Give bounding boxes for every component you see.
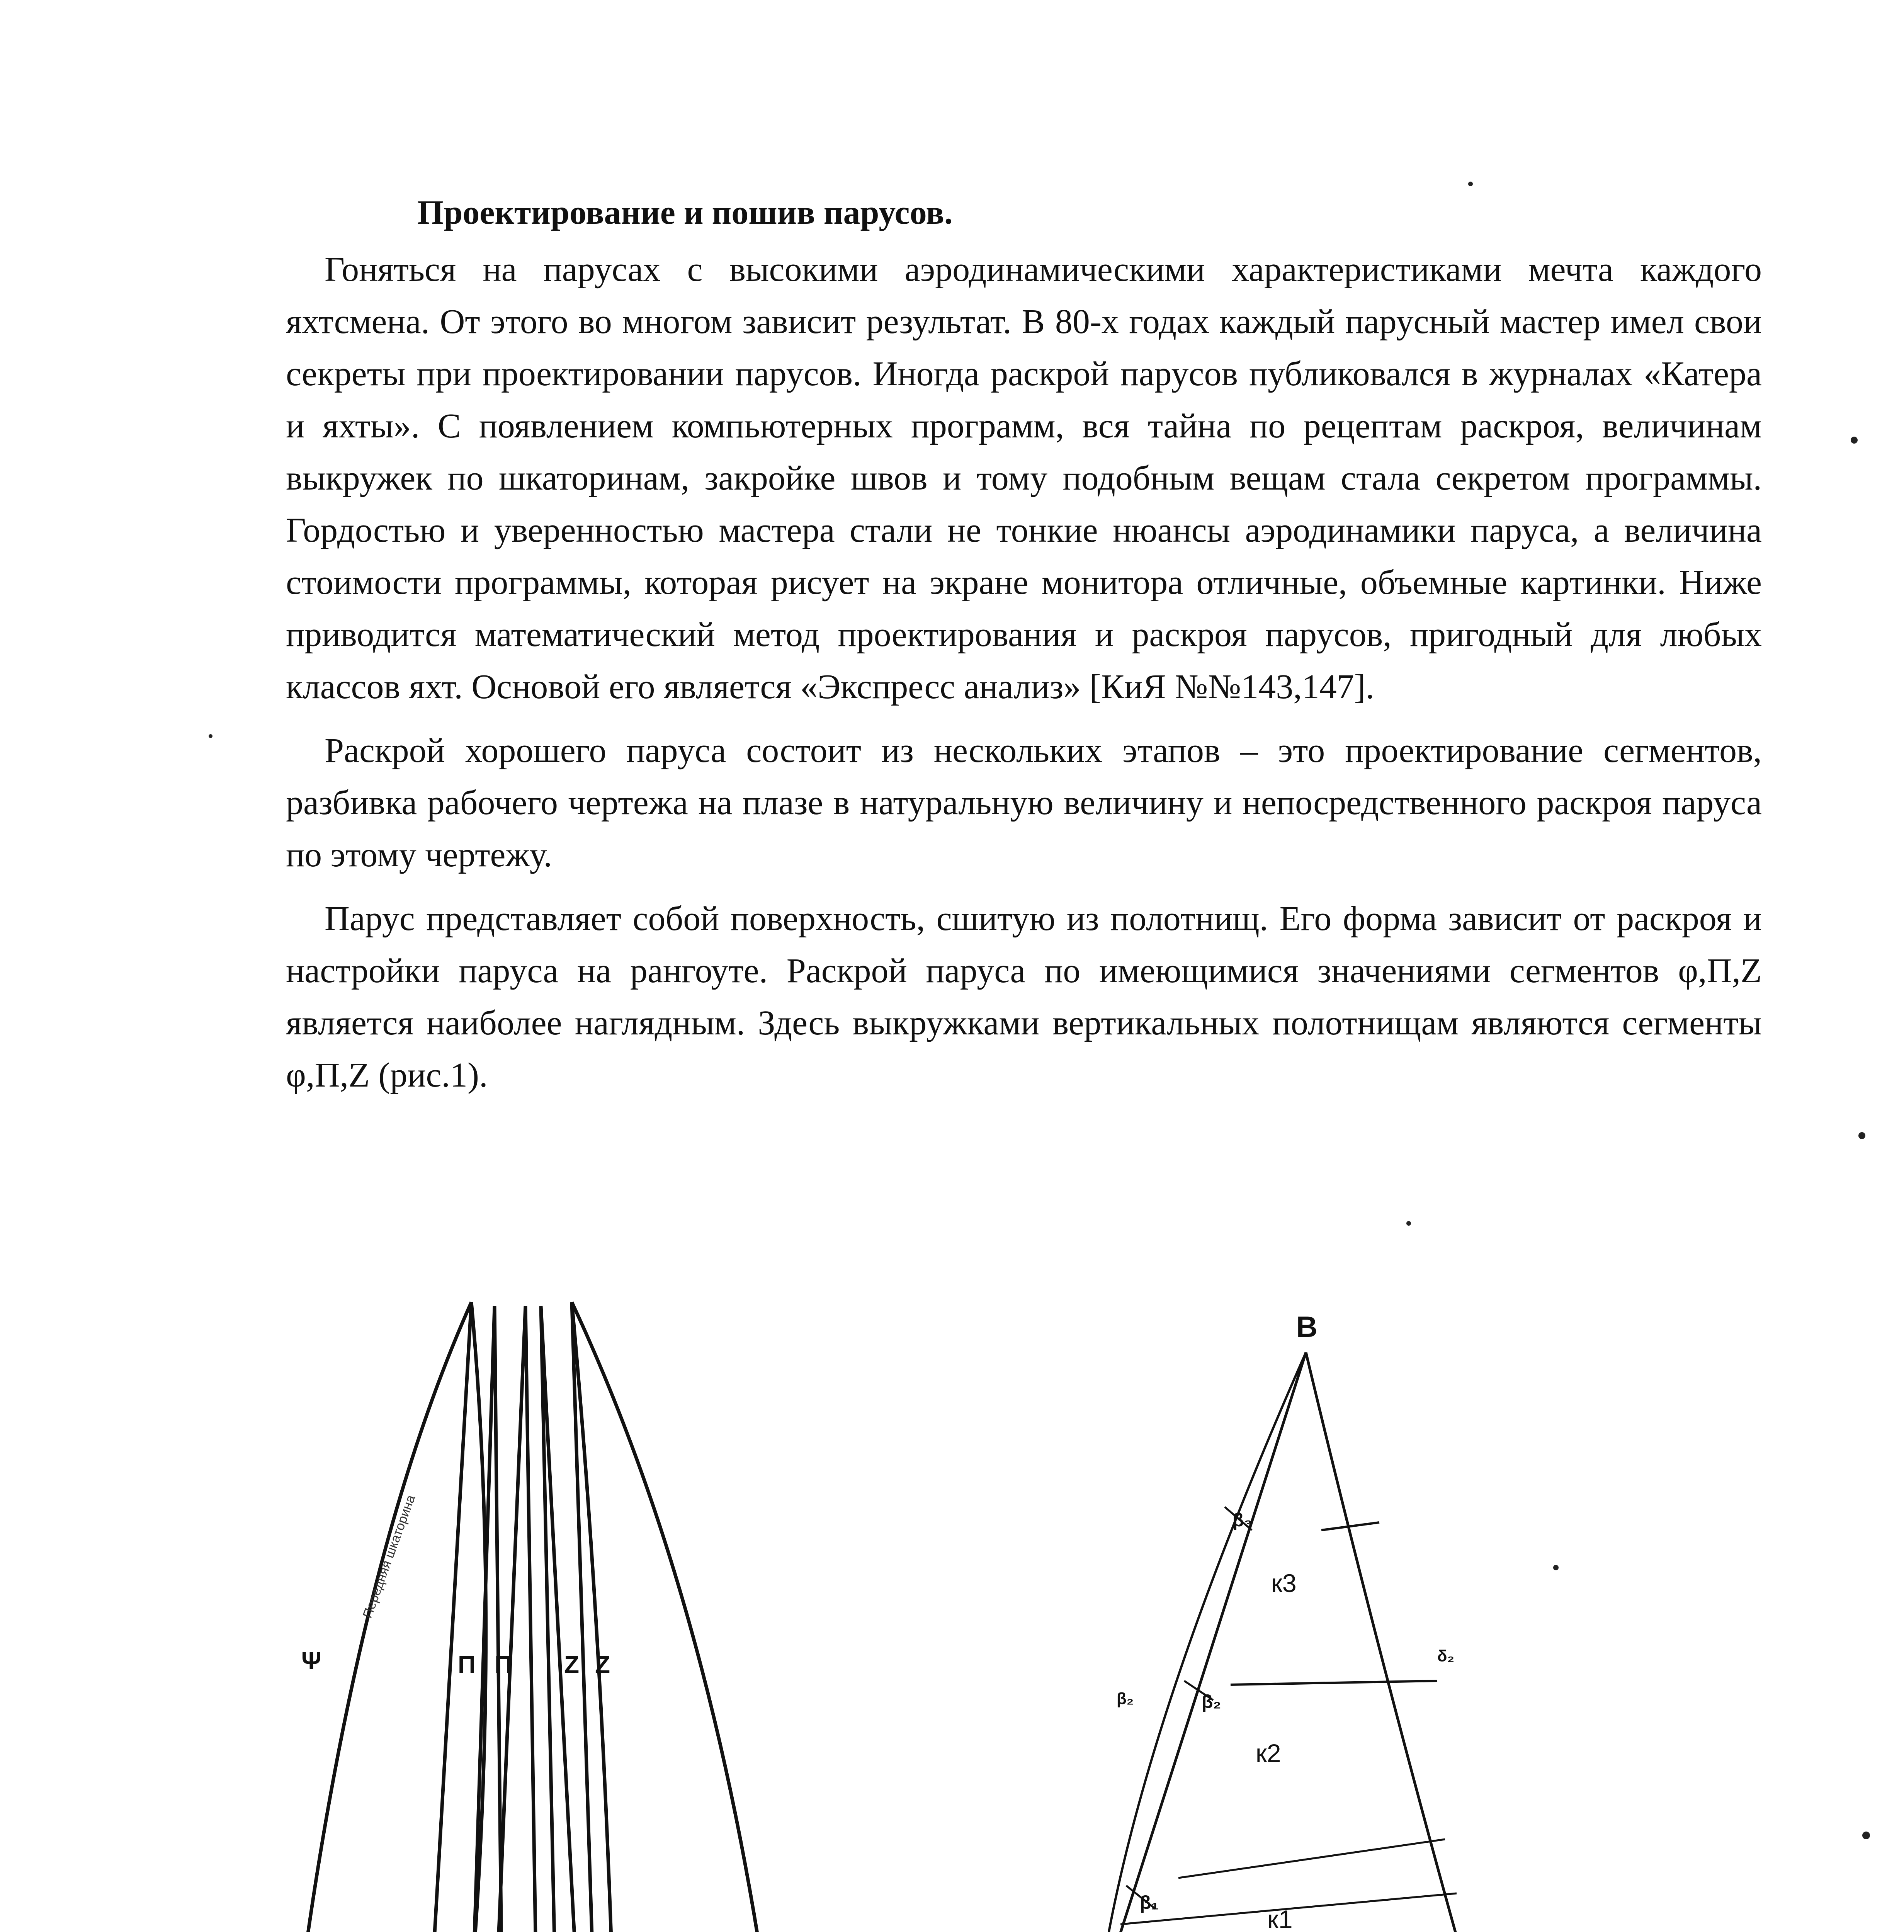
fig2-beta-2: β₂: [1202, 1692, 1221, 1712]
fig2-luff-curve: [1097, 1352, 1306, 1932]
fig1-label-psi: Ψ: [301, 1647, 321, 1675]
scan-speck: [1468, 182, 1473, 186]
fig1-label-p1: П: [458, 1651, 476, 1679]
page-title: Проектирование и пошив парусов.: [417, 194, 953, 231]
fig2-seam-3: [1231, 1681, 1437, 1685]
scan-speck: [1862, 1832, 1870, 1839]
fig2-beta-1: β₁: [1140, 1893, 1159, 1913]
fig1-left-edge: [298, 1302, 471, 1932]
fig1-right-edge: [572, 1302, 769, 1932]
fig2-beta-3: β₃: [1232, 1510, 1253, 1531]
fig1-label-z2: Z: [595, 1651, 610, 1679]
figure-2-drawing: [1051, 1291, 1515, 1932]
fig2-point-beta2: β₂: [1117, 1689, 1134, 1708]
fig1-panel-z2: [572, 1302, 614, 1932]
scan-speck: [1851, 437, 1858, 444]
paragraph-3: Парус представляет собой поверхность, сшитую из полотнищ. Его форма зависит от раскроя и настройки паруса на рангоуте. Раскрой паруса по имеющимися значениями сегментов φ,П,Z является наиболее наглядным. Здесь выкружками вертикальных полотнищам являются сегменты φ,П,Z (рис.1).: [286, 900, 1762, 1094]
fig2-point-delta2: δ₂: [1437, 1647, 1455, 1665]
body-text-top: [286, 243, 1762, 1113]
figure-2: [1051, 1291, 1515, 1932]
fig1-side-text: Передняя шкаторина: [360, 1493, 418, 1620]
fig2-vertex-b: В: [1296, 1311, 1318, 1344]
fig2-seam-2: [1178, 1839, 1445, 1878]
scan-speck: [209, 734, 212, 738]
fig1-label-z1: Z: [564, 1651, 580, 1679]
fig1-label-p2: П: [495, 1651, 512, 1679]
fig2-panel-k2: к2: [1256, 1739, 1281, 1767]
paragraph-1: Гоняться на парусах с высокими аэродинамическими характеристиками мечта каждого яхтсмена. От этого во многом зависит результат. В 80-х годах каждый парусный мастер имел свои секреты при проектировании парусов. Иногда раскрой парусов публиковался в журналах «Катера и яхты». С появлением компьютерных программ, вся тайна по рецептам раскроя, величинам выкружек по шкаторинам, закройке швов и тому подобным вещам стала секретом программы. Гордостью и уверенностью мастера стали не тонкие нюансы аэродинамики паруса, а величина стоимости программы, которая рисует на экране монитора отличные, объемные картинки. Ниже приводится математический метод проектирования и раскроя парусов, пригодный для любых классов яхт. Основой его является «Экспресс анализ» [КиЯ №№143,147].: [286, 250, 1762, 706]
figure-1: [286, 1291, 827, 1932]
paragraph-2: Раскрой хорошего паруса состоит из нескольких этапов – это проектирование сегментов, разбивка рабочего чертежа на плазе в натуральную величину и непосредственного раскроя паруса по этому чертежу.: [286, 731, 1762, 874]
fig2-panel-k1: к1: [1267, 1905, 1293, 1932]
fig2-triangle-bc: [1306, 1352, 1476, 1932]
figure-1-drawing: [286, 1291, 827, 1932]
scan-speck: [1553, 1565, 1559, 1570]
scan-speck: [1406, 1221, 1411, 1226]
scan-speck: [1858, 1132, 1865, 1139]
fig2-panel-k3: к3: [1271, 1569, 1297, 1597]
